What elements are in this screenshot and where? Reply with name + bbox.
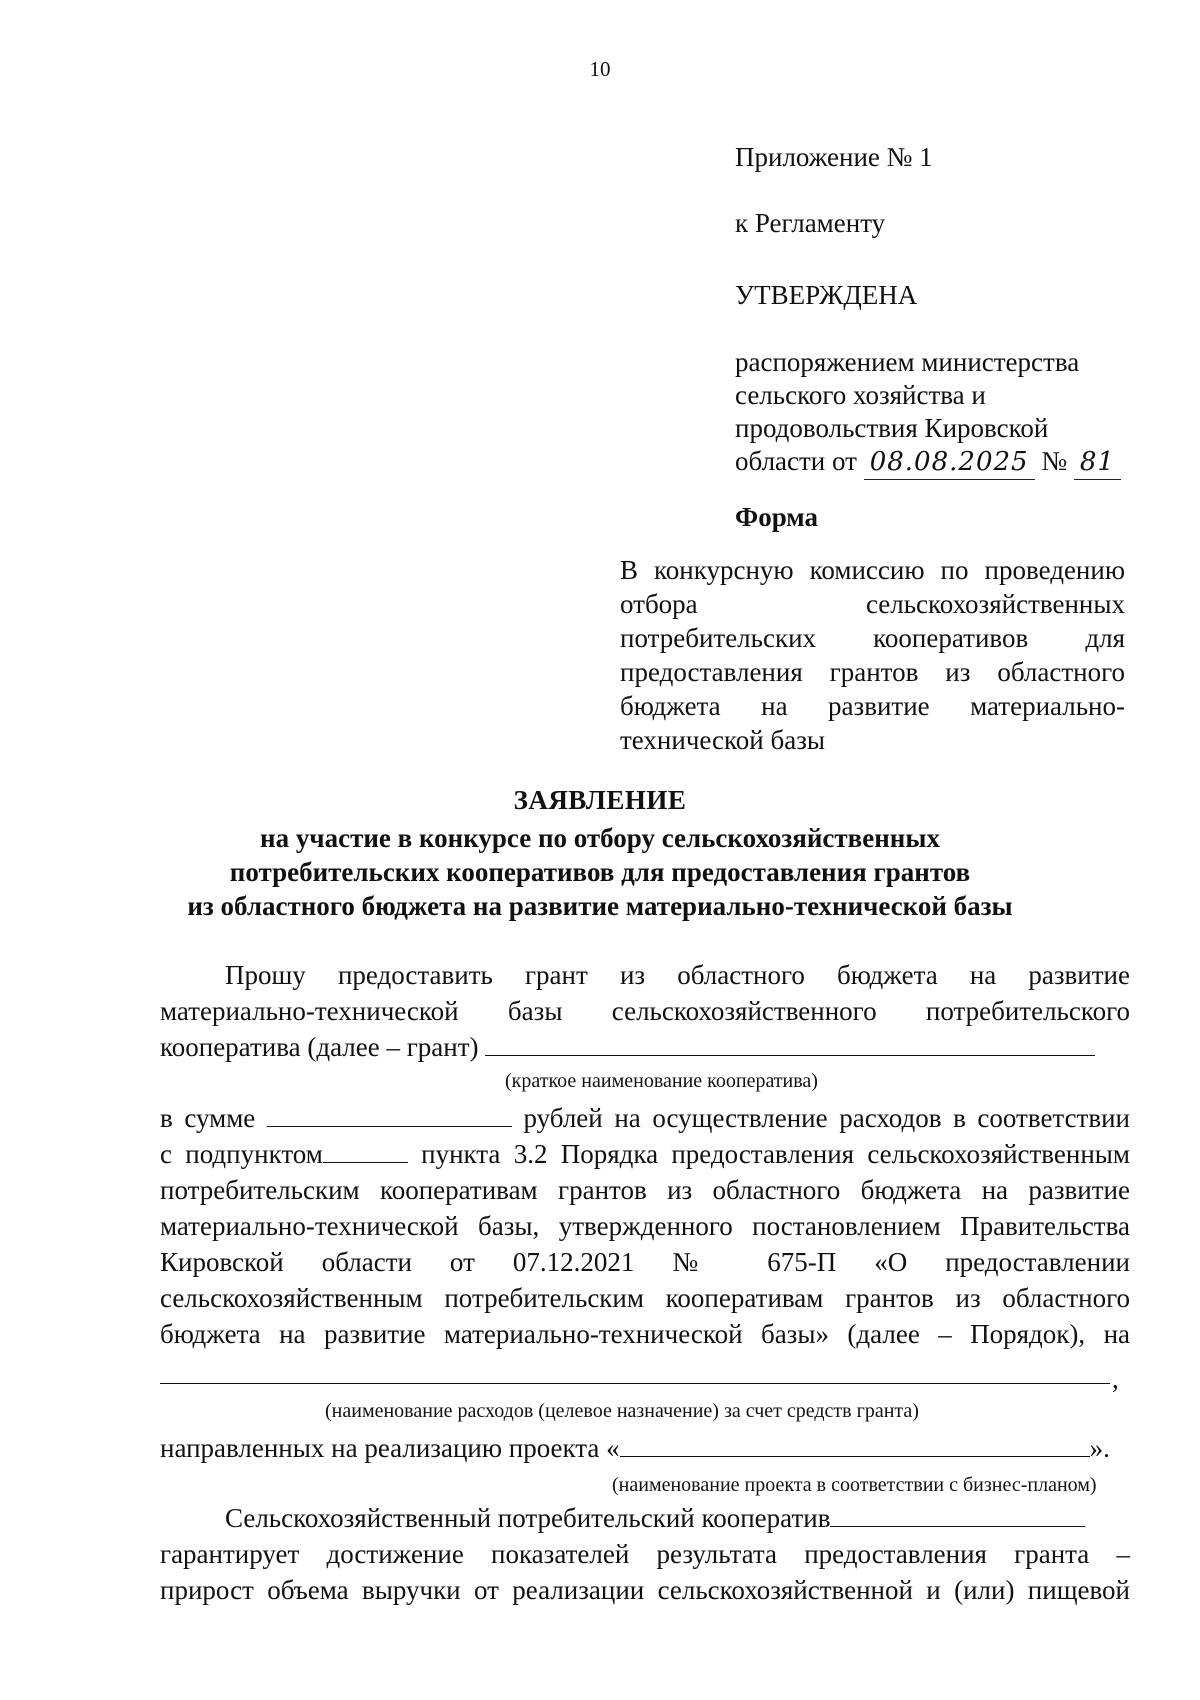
text-line: потребительским кооперативам грантов из областного бюджета на развитие — [160, 1175, 1130, 1205]
text-line — [160, 1500, 1130, 1536]
appendix-label: Приложение № 1 — [735, 142, 933, 172]
paragraph-project — [160, 1430, 1130, 1466]
addressee-line: отбора сельскохозяйственных — [620, 589, 1125, 619]
text-line: сельскохозяйственным потребительским кооперативам грантов из областного — [160, 1283, 1130, 1313]
subpoint-blank[interactable] — [323, 1140, 408, 1163]
coop-blank[interactable] — [830, 1504, 1085, 1527]
paragraph-request — [160, 957, 1130, 1065]
text-fragment: в сумме — [160, 1103, 256, 1133]
amount-blank[interactable] — [267, 1104, 512, 1127]
order-line: сельского хозяйства и — [735, 380, 986, 410]
approval-order-block — [735, 346, 1135, 480]
expenses-blank[interactable] — [160, 1383, 1110, 1384]
text-line: материально-технической базы сельскохозяйственного потребительского — [160, 996, 1130, 1026]
text-fragment: Сельскохозяйственный потребительский кооператив — [225, 1503, 831, 1533]
order-line: распоряжением министерства — [735, 347, 1080, 377]
document-subtitle — [0, 821, 1200, 923]
text-line — [160, 1029, 1130, 1065]
form-label: Форма — [735, 502, 819, 532]
handwritten-order-date: 08.08.2025 — [864, 446, 1035, 480]
text-fragment: с подпунктом — [160, 1139, 323, 1169]
text-line: материально-технической базы, утвержденного постановлением Правительства — [160, 1211, 1130, 1241]
text-fragment: пункта 3.2 Порядка предоставления сельскохозяйственным — [421, 1139, 1130, 1169]
order-line: продовольствия Кировской — [735, 413, 1049, 443]
handwritten-order-number: 81 — [1074, 446, 1121, 480]
subtitle-line: из областного бюджета на развитие материально-технической базы — [187, 891, 1013, 921]
caption-expenses: (наименование расходов (целевое назначение) за счет средств гранта) — [325, 1400, 919, 1422]
text-fragment: направленных на реализацию проекта « — [160, 1433, 620, 1463]
text-line — [160, 1136, 1130, 1172]
addressee-line: технической базы — [620, 725, 826, 755]
text-line: прирост объема выручки от реализации сельскохозяйственной и (или) пищевой — [160, 1575, 1130, 1605]
page-number: 10 — [589, 57, 611, 81]
subtitle-line: потребительских кооперативов для предоставления грантов — [229, 857, 971, 887]
order-number-prefix: № — [1041, 446, 1068, 476]
text-fragment: кооператива (далее – грант) — [160, 1032, 479, 1062]
text-fragment: ». — [1089, 1433, 1110, 1463]
caption-coop-name: (краткое наименование кооператива) — [505, 1070, 818, 1092]
text-line — [160, 1430, 1130, 1466]
addressee-line: бюджета на развитие материально- — [620, 691, 1125, 721]
caption-project: (наименование проекта в соответствии с бизнес-планом) — [612, 1474, 1097, 1496]
text-line: бюджета на развитие материально-технической базы» (далее – Порядок), на — [160, 1319, 1130, 1349]
paragraph-amount — [160, 1100, 1130, 1352]
approved-label: УТВЕРЖДЕНА — [735, 280, 918, 310]
order-date-prefix: области от — [735, 446, 857, 476]
text-line — [160, 1100, 1130, 1136]
order-date-line — [735, 445, 1135, 480]
subtitle-line: на участие в конкурсе по отбору сельскохозяйственных — [260, 823, 940, 853]
coop-name-blank[interactable] — [485, 1033, 1095, 1056]
regulation-label: к Регламенту — [735, 208, 886, 238]
addressee-line: потребительских кооперативов для — [620, 623, 1125, 653]
text-fragment: рублей на осуществление расходов в соответствии — [523, 1103, 1130, 1133]
text-line: Кировской области от 07.12.2021 № 675-П «О предоставлении — [160, 1247, 1130, 1277]
addressee-line: В конкурсную комиссию по проведению — [620, 555, 1125, 585]
text-line: гарантирует достижение показателей результата предоставления гранта – — [160, 1539, 1130, 1569]
addressee-line: предоставления грантов из областного — [620, 657, 1125, 687]
project-name-blank[interactable] — [620, 1434, 1090, 1457]
text-line: Прошу предоставить грант из областного бюджета на развитие — [225, 960, 1130, 990]
addressee-block — [620, 553, 1125, 757]
paragraph-guarantee — [160, 1500, 1130, 1608]
document-heading: ЗАЯВЛЕНИЕ — [513, 785, 687, 815]
comma: , — [1112, 1364, 1119, 1394]
